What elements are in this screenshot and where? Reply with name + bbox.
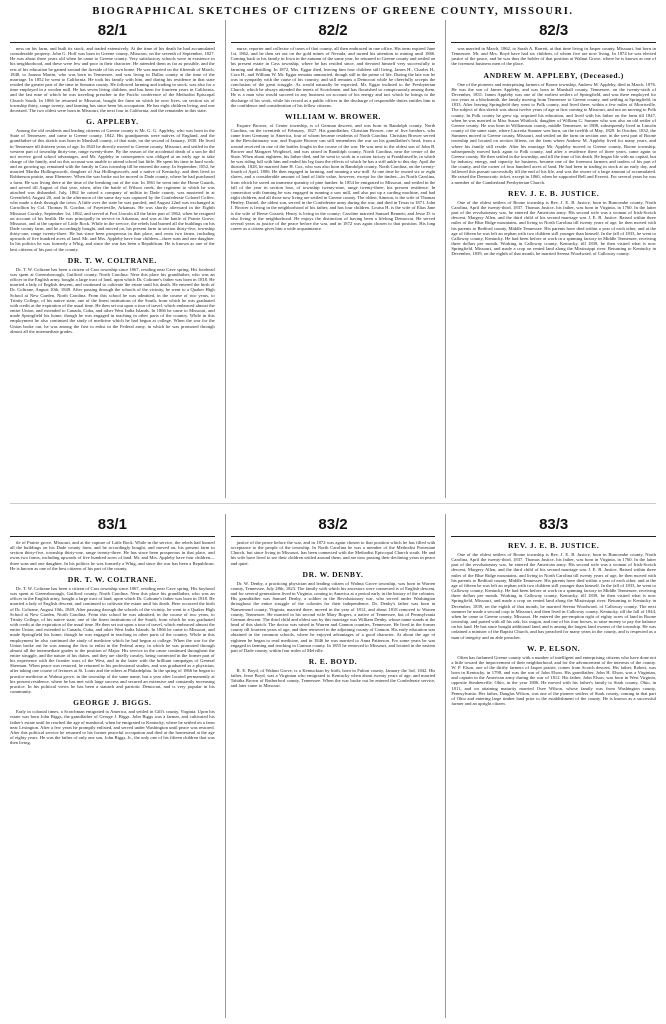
page-number: 83/1 [97,516,127,533]
sketch-heading: WILLIAM W. BROWER. [284,111,382,121]
column [445,20,656,498]
page-number: 83/2 [318,516,348,533]
bottom-page [10,514,656,1018]
sketch-paragraph: tle of Prairie grove, Missouri, and at the capture of Little Rock. While in the service, the rebels had burned all the buildings on his Dade county farm, and he accordingly bought, and moved on, his present farm in section thirty-five, township thirty-one, range twenty-three. He has since been prosperous in that place, and owns two farms, including upwards of five hundred acres of land. Mr. and Mrs. Appleby have four children—three sons and one daughter. In his politics he was formerly a Whig, and since the war has been a Republican. He is known as one of the best citizens of his part of the county. [10,540,215,571]
header-rule [231,536,436,537]
sketch-heading: G. APPLEBY. [86,117,139,127]
sketch-heading: R. E. BOYD. [308,656,358,666]
sketch-paragraph: nurse, reporter and collector of taxes of that county, all then embraced in one office. His term expired June 1st, 1862, and he then set out on the gold mines of Nevada, and turned his attention to mining until 1866. Coming back to his family in Iowa in the autumn of the same year, he returned to Greene county and settled on his present estate in Cass township, where he has resided since, and devoted himself very successfully to farming and distilling. In 1872, Mrs. Eggar died, leaving him four children still living, James H., Charles H., Cora H., and William W. Mr. Eggar remains unmarried, though still in the prime of life. During the late war he was in sympathy with the cause of his country, and still remains a Democrat while he cheerfully accepts the conclusion of the great struggle. As would naturally be expected, Mr. Eggar inclined to the Presbyterian Church, which he always attended the tenets of Scotchmen, and has flourished so conspicuously among them. He is a man who would succeed in any business on account of his energy and tact which he brings to the discharge of his work, while his record as a public officer in the discharge of responsible duties entitles him to the confidence and consideration of his fellow citizens. [230,46,436,108]
page-number: 82/1 [97,22,127,39]
sketch-paragraph: Esquire Brower, of Center township, is of German descent, and was born in Randolph county, North Carolina, on the twentieth of February, 1827. His grandfather, Christian Brower, one of five brothers, who came from Germany to America, four of whom became residents of North Carolina. Christian Brower served in the Revolutionary war, and Esquire Brower can still remembers the war on his grandfather's head, from a wound received in one of the battles fought in the course of the war. He was next to the oldest son of John B. Brower and Margaret Wrightsel, and was raised in Randolph county, North Carolina, near the centre of the State. When about eighteen, his father died, and he went to work in a cotton factory at Franklinsville, in which he was riding full with him and ended his leg from the effects of which he has a stiff ankle to this day. April the thirtieth, 1828, he married Jane H. Cox, who was also born in Randolph county, North Carolina, on the twenty-fourth of April, 1806. He then engaged in farming, and running a saw mill. At one time he owned six or eight slaves, and a considerable amount of land of little value, however, except for the timber—in North Carolina, from which he saved an immense quantity of pine lumber. In 1854 he emigrated to Missouri, and settled in the fall of the year in section four, of township twenty-nine, range twenty-three, his present residence. In connection with farming he was engaged in running a saw mill, and also put up a carding machine, and had eight children, and all those now living are settled in Greene county. The oldest, Simeon, is the wife of Thomas Henley. Daniel, the oldest son, served in the Confederate army during the war, and died in Texas in 1871. John J. Brower is living in the neighborhood of his father, and has four children. Louisa H. is the wife of Elias Jane is the wife of Reese Gossett; Henry is living in the county; Caroline married Samuel Bennett; and Jesse D. is also living in the neighborhood. He enjoys the distinction of having been a lifelong Democrat. He served several years as justice of the peace before the war, and in 1872 was again chosen to that position. His long career as a citizen gives him a wide acquaintance. [230,122,436,231]
sketch-heading: DR. W. DENBY. [302,569,364,579]
sketch-paragraph: ness on his farm, and built its stock, and traded extensively. At the time of his death he had accumulated considerable property. John G. Hoff was born in Greene county, Missouri, on the seventh of September, 1827. He was about three years old when he came to Greene county. Very satisfactory schools were in existence in his neighborhood, and these were few and poor in their character. He attended them as far as possible, and the rest of his education he gained around the fireside of his own home. He was married on the fifteenth of March, 1848, to Joanna Martin, who was born in Tennessee, and was living in Dallas county at the time of the marriage. In 1852 he went to California. He took his family with him, and during his residence in that state resided the greater part of the time in Sonoma county. He followed farming and trading in stock, was also for a time employed in a woolen mill. He has seven living children, and has been for fourteen years in California, and the last nine of which he was traveling preacher in the Pacific conference of the Methodist Episcopal Church South. In 1866 he returned to Missouri, bought the farm on which he now lives, on section six of township thirty, range twenty, and farming has since been his occupation. He has eight children living, and one deceased. The two oldest were born in Missouri, the next four in California, and the remainder in this state. [10,46,215,113]
header-rule [231,42,436,43]
sketch-paragraph: R. E. Boyd, of Walnut Grove, is a Kentuckian by birth, born in Fulton county, January the 3rd, 1842. His father, Jesse Boyd, was a Virginian who emigrated to Kentucky when about twenty years of age, and married Tabitha Brown of Rutherford county, Tennessee. When the war broke out he entered the Confederate service, and later came to Missouri. [230,667,436,689]
sketch-paragraph: One of the oldest settlers of Boone township is Rev. J. E. B. Justice, born in Buncombe county, North Carolina, April the twenty-third, 1837. Thomas Justice, his father, was born in Virginia, in 1760. In the latter part of the revolutionary war, he entered the American army. His second wife was a woman of Irish-Scotch descent, Margery Allen, and the third child of his second marriage was J. E. B. Justice. Raised within three miles of the Blue Ridge mountains, and living in North Carolina till twenty years of age, he then moved with his parents to Bedford county, Middle Tennessee. His parents have died within a year of each other, and at the age of fifteen he was left an orphan with two children still younger than himself. In the fall of 1833, he went to Calloway county, Kentucky. He had been before at work in a spinning factory in Middle Tennessee, receiving three dollars per month. Working in Calloway county, Kentucky, till 1839, he then visited what is now Springfield, Missouri, and made a crop on rented land along the Mississippi river. Returning to Kentucky in December, 1839, on the eighth of that month, he married Serena Woodward, of Calloway county. [451,199,657,257]
sketch-heading: REV. J. E. B. JUSTICE. [508,188,600,198]
sketch-heading: ANDREW M. APPLEBY, (Deceased.) [483,70,624,80]
page-divider [10,503,656,504]
page-title: BIOGRAPHICAL SKETCHES OF CITIZENS OF GREENE COUNTY, MISSOURI. [92,6,574,17]
sketch-heading: W. P. ELSON. [527,643,581,653]
column [445,514,656,1018]
column [10,20,215,498]
column [225,514,436,1018]
sketch-paragraph: justice of the peace before the war, and in 1872 was again chosen to that position which he has filled with acceptance to the people of the township. In North Carolina he was a member of the Methodist Protestant Church, but since living in Missouri, has been connected with the Methodist Episcopal Church south. He and his wife have lived to see their children settled around them, and are now passing their declining years in peace and quiet. [230,540,436,566]
sketch-paragraph: One of the oldest settlers of Boone township is Rev. J. E. B. Justice, born in Buncombe county, North Carolina, April the twenty-third, 1837. Thomas Justice, his father, was born in Virginia, in 1760. In the latter part of the revolutionary war, he entered the American army. His second wife was a woman of Irish-Scotch descent, Margery Allen, and the third child of his second marriage was J. E. B. Justice. Raised within three miles of the Blue Ridge mountains, and living in North Carolina till twenty years of age, he then moved with his parents to Bedford county, Middle Tennessee. His parents have died within a year of each other, and at the age of fifteen he was left an orphan with two children still younger than himself. In the fall of 1833, he went to Calloway county, Kentucky. He had been before at work in a spinning factory in Middle Tennessee, receiving three dollars per month. Working in Calloway county, Kentucky, till 1839, he then visited what is now Springfield, Missouri, and made a crop on rented land along the Mississippi river. Returning to Kentucky in December, 1839, on the eighth of that month, he married Serena Woodward, of Calloway county. The next summer he made a second crop in Missouri, and then lived in Calloway county, Kentucky, till the fall of 1844, when he came to Greene county, Missouri. He entered the pre-emption right of eighty acres of land in Boone township, and parted with all his oak, his wagon, and one of his four horses, to raise money to pay the balance on his land. He has since bought additional land, and is among the largest land owners of the township. He was ordained a minister of the Baptist Church, and has preached for many years in the county, and is respected as a man of integrity and an able preacher. [451,552,657,640]
header-rule [10,42,215,43]
page-number: 83/3 [539,516,569,533]
sketch-heading: GEORGE J. BIGGS. [73,698,152,708]
column [225,20,436,498]
header-rule [451,42,656,43]
sketch-paragraph: was married in March, 1862, to Sarah A. Barrett, at that time living in Jasper county, Missouri, but born in Tennessee. Mr. and Mrs. Boyd have had six children, of whom five are now living. In 1874 he was elected justice of the peace, and he was thus the holder of that position at Walnut Grove, where he is known as one of the foremost business men of the place. [451,46,657,67]
sketch-paragraph: Dr. W. Denby, a practicing physician and leading citizen of Walnut Grove township, was born in Warren county, Tennessee, July 28th, 1823. The family with which his ancestors were connected is of English descent, and for several generations lived in Virginia, coming to America at a period early in the history of the colonies. His grandfather was Samuel Denby, a soldier in the Revolutionary war, who served under Washington throughout the entire struggle of the colonies for their independence. Dr. Denby's father was born in Nansemond county, Virginia, married there, moved in the year of 1812, and about 1818 removed to Warren county, Tennessee. He married in his second wife Mary Rogers, a native of Tennessee, but of Pennsylvania German descent. The third child and oldest son by this marriage was William Denby, whose name stands at the head of this sketch. The doctor was raised in Warren and Cannon counties, Tennessee. He lived in the former county till fourteen years of age, and then removed to the adjoining county of Cannon. His early education was obtained in the common schools, where he enjoyed advantages of a good character. At about the age of eighteen he began to read medicine, and in 1846 he was married to Anna Patterson. For some years he was engaged in farming and teaching in Cannon county. In 1855 he removed to Missouri, and located in the eastern part of Dade county, within four miles of Melville. [230,580,436,653]
sketch-paragraph: Dr. T. W. Coltrane has been a citizen of Cass township since 1867, residing near Cave spring. His forehead was spent at Greensborough, Guilford county, North Carolina. Near this place his grandfather, who was an officer in the English army, bought a large tract of land, upon which Dr. Coltrane's father was born in 1818. He married a lady of English descent, and continued to cultivate the estate until his death. He entered the birth of Dr. Coltrane, August 10th, 1849. After passing through the schools of the vicinity, he went to a Quaker High School at New Garden, North Carolina. From this school he was admitted, in the course of two years, to Trinity College, of his native state, one of the finest institutions of the South, from which he was graduated with credit at the expiration of the usual time. He then set out upon a tour of travel, which embraced almost the entire Union, and extended to Canada, Cuba, and other West India Islands. In 1866 he came to Missouri, and made Springfield his home, though he was engaged in teaching in other parts of the country. While in this employment he also continued the study of medicine which he had begun at college. When the war for the Union broke out, he was among the first to enlist in the Federal army, in which he was promoted through almost all the intermediate grades. [10,266,215,334]
column [10,514,215,1018]
page-number: 82/2 [318,22,348,39]
sketch-heading: DR. T. W. COLTRANE. [67,574,157,584]
sketch-paragraph: Among the old residents and leading citizens of Greene county is Mr. G. G. Appleby, who was born in the State of Tennessee, and came to Greene county, 1842. His grandparents were natives of England, and the grandfather of this sketch was born in Marshall county, of that state, on the second of January, 1830. He lived in Tennessee till thirteen years of age. In 1843 he directly moved to Greene county, Missouri, and settled in the western part of township thirty-one, range twenty-three. By the reason of the accidental death of a son he did not receive good school advantages, and Mr. Appleby in consequence was obliged at an early age to take charge of the family, and on this account was unable to attend school but little. He spent his time in hard work; and on growing up, remained with the family in Cass township till he entered the army. In September, 1852, he married Martha Hollingsworth, daughter of Asa Hollingsworth, and a native of Kentucky, and then lived in Robberson prairie, near Ebenezer. When the war broke out he moved to Dade county, where he had purchased a farm. He was living there at the time of the breaking out of the war. In 1861 he went into the Home Guards, and served till August of that year, when, after the battle of Wilson creek, the regiment to which he was attached was disbanded. July, 1862 he raised a company of militia in Dade county, was mustered in at Greenfield, August 20, and in the afternoon of the same day was captured by the Confederate Colonel Coffee, who made a dash through the town. A little over the state he was paroled, and August 22nd was exchanged at Carrollton by Col. Thomas R. Gordon, of Fayetteville, Arkansas. He was shortly afterward in the Eighth Missouri Cavalry, September 1st, 1862, and served at Fort Lincoln till the latter part of 1862, when he resigned on account of his health. He was principally in service in Arkansas, and was at the battle of Prairie Grove, Missouri, and at the capture of Little Rock. While in the service, the rebels had burned all the buildings on his Dade county farm, and he accordingly bought, and moved on, his present farm in section thirty-five, township thirty-one, range twenty-three. He has since been prosperous in that place, and owns two farms, including upwards of five hundred acres of land. Mr. and Mrs. Appleby have four children—three sons and one daughter. In his politics he was formerly a Whig, and since the war has been a Republican. He is known as one of the best citizens of his part of the county. [10,128,215,252]
sketch-paragraph: Dr. T. W. Coltrane has been a citizen of Cass township since 1867, residing near Cave spring. His boyhood was spent at Greensborough, Guilford county, North Carolina. Near this place his grandfather, who was an officer in the English army, bought a large tract of land, upon which Dr. Coltrane's father was born in 1818. He married a lady of English descent, and continued to cultivate the estate until his death. Here occurred the birth of Dr. Coltrane, August 10th, 1849. After passing through the schools of the vicinity, he went to a Quaker High School at New Garden, North Carolina. From this school he was admitted, in the course of two years, to Trinity College, of his native state, one of the finest institutions of the South, from which he was graduated with credit at the expiration of the usual time. He then set out upon a tour of travel, which embraced almost the entire Union, and extended to Canada, Cuba, and other West India Islands. In 1866 he came to Missouri, and made Springfield his home, though he was engaged in teaching in other parts of the country. While in this employment he also continued the study of medicine which he had begun at college. When the war for the Union broke out he was among the first to enlist in the Federal army, in which he was promoted through almost all the intermediate grades to the position of Major. His service in the cause continued throughout the entire struggle, and the nature of his duties, and they are chiefly cavalry, being connected in the former part of his experience with the frontier wars of the West, and in the latter with the brilliant campaigns of General Sherman. When peace was restored, he returned to his professional studies, and was graduated as a physician, after taking one course of lectures at St. Louis and the others at Philadelphia. In the spring of 1866 he began to practice medicine at Walnut grove, in the township of the same name, but a year after located permanently at his present residence, where he has met with large success and secured an extensive and constantly increasing practice. In his political views he has been a staunch and patriotic Democrat, and is very popular in his community. [10,585,215,695]
sketch-heading: REV. J. E. B. JUSTICE. [508,541,600,550]
sketch-paragraph: Early in colonial times, a Scotchman emigrated to America, and settled in Gill's county, Virginia. Upon his estate was born John Biggs, the grandfather of George J. Biggs. John Biggs was a farmer, and cultivated his father's estate until he reached the age of manhood, when he emigrated to Kentucky, where he settled on a farm near Lexington. After a few years he promptly enlisted, and served under Washington until peace was restored. After this political service he returned to his former peaceful occupation and died at the homestead at the age of eighty years. He was the father of only one son, John Biggs, Jr., the only one of his fifteen children that was then living. [10,709,215,746]
page-number: 82/3 [539,22,569,39]
top-page [10,20,656,498]
header-rule [10,536,215,537]
sketch-paragraph: Often has farfamed Greene county with a number of intelligent and enterprising citizens who have done not a little toward the improvement of their neighborhood, and for the advancement of the interests of the county. W. P. Elson, one of the thrifty farmers of Jasper prairie, comes from Scotch descent. His father, Robert, was born in Kentucky, in 1798, and was the son of John Elson. His grandfather, John H. Elson, was a Virginian, and captain in the American army during the war of 1812. His father, John Elson, was born in West Virginia, opposite Steubenville, Ohio, in the year 1806. He moved with his father's family to Stark county, Ohio, in 1811, and on attaining maturity married Osee Wilson, whose family was from Washington county, Pennsylvania. Her father, Dauglas Wilson, was one of the pioneer settlers of Stark county, coming in that part of Ohio and entering large timber land prior to the establishment of the county. He is known as a successful farmer and an upright citizen. [451,654,657,707]
sketch-paragraph: One of the pioneers and enterprising farmers of Boone township, Andrew M. Appleby, died in March, 1876. He was the son of James Appleby, and was born in Marshall county, Tennessee, on the twenty-sixth of December, 1831. James Appleby was one of the earliest settlers of Springfield, and was there employed for two years as a blacksmith, the family moving from Tennessee to Greene county, and settling at Springfield, in 1833. After leaving Springfield they went to Polk county, and lived there, within a few miles of Morrisville. The subject of this sketch was about twelve years of age at first coming to Missouri, and not on moving to Polk county. In Polk county he grew up, acquired his education, and lived with his father on the farm till 1847, when he was married to Miss Susan Whitlock, daughter of William G. Sumner who was also an old settler of Greene county. He was born in Williamson county, middle Tennessee, in 1808, subsequently lived in Lincoln county of the same state, where Lucretia Sumner was born, on the twelfth of May, 1829. In October, 1832, the Sumners moved to Greene county, Missouri, and settled on the farm on section one, in the west part of Boone township and located on section fifteen, on the farm where Andrew M. Appleby lived for many years, and where his family still reside. After his marriage Mr. Appleby moved to Greene county, Boone township, subsequently moved back again to Polk county, and after a residence there of three years, came again to Greene county. He then settled in the township, and till the time of his death. He began life with no capital, but by industry, energy, and capacity for business, became one of the foremost farmers and traders of his part of the county, and the owner of four hundred acres of land. He had been in trading in stock at an early day, and followed this pursuit successfully till the end of his life, and was the owner of a large amount of accumulated. He raised the Democratic ticket, except in 1860, when he supported Bell and Everett. For several years he was a member of the Cumberland Presbyterian Church. [451,81,657,185]
sketch-heading: DR. T. W. COLTRANE. [67,255,157,265]
header-rule [451,536,656,537]
